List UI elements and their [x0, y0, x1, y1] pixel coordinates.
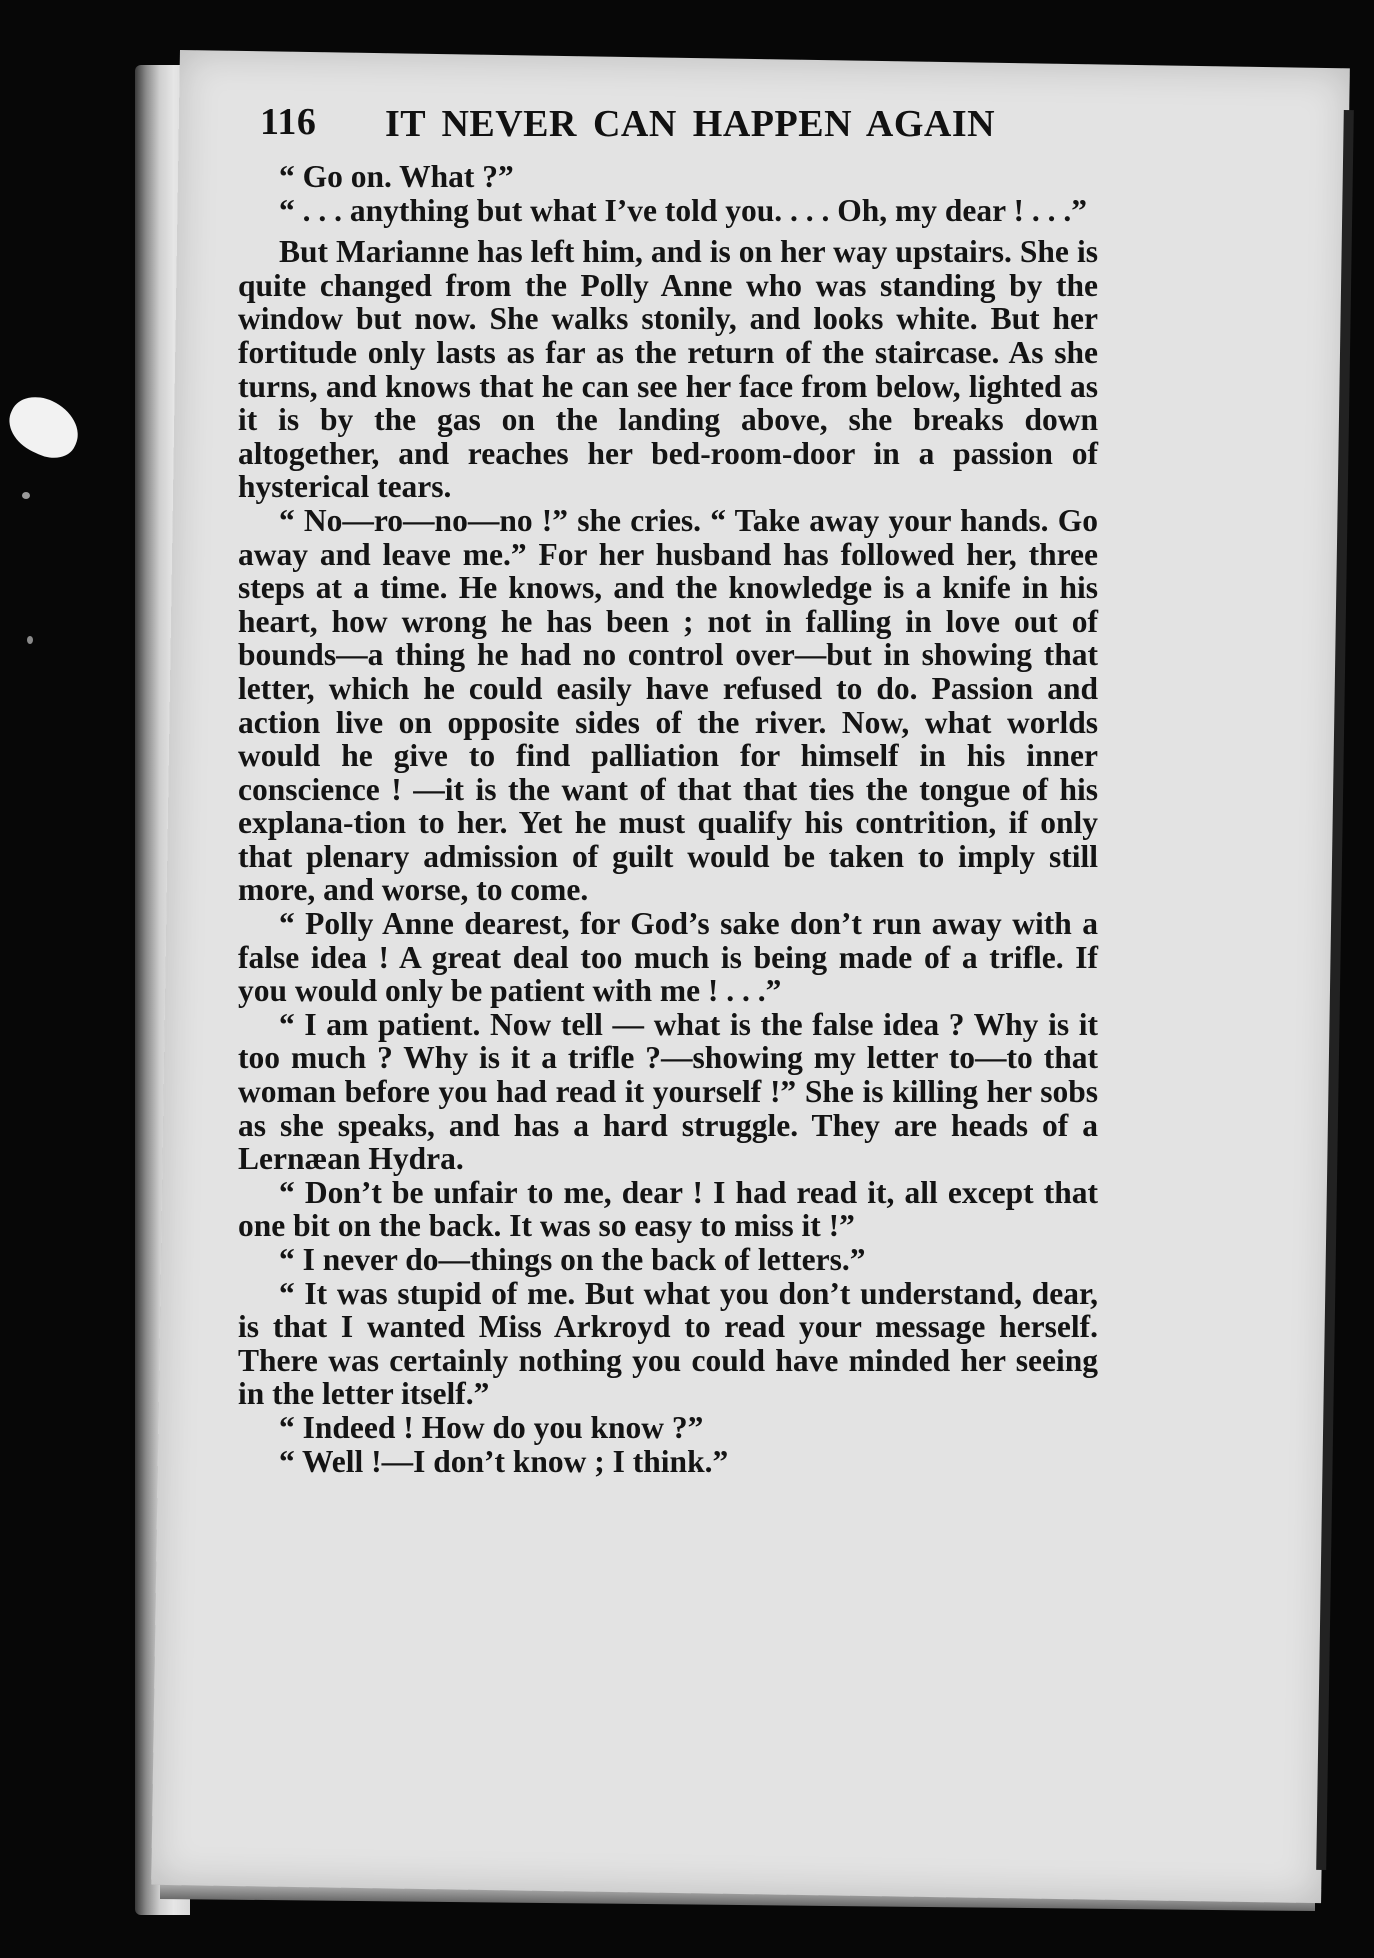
- running-title: IT NEVER CAN HAPPEN AGAIN: [385, 103, 996, 145]
- scan-speck: [22, 492, 30, 499]
- paragraph: “ It was stupid of me. But what you don’t understand, dear, is that I wanted Miss Arkroyd to read your message herself. There was certainly nothing you could have minded her seeing in the letter itself.”: [238, 1275, 1098, 1412]
- paragraph: “ . . . anything but what I’ve told you. . . . Oh, my dear ! . . .”: [278, 192, 1087, 228]
- paragraph: “ I am patient. Now tell — what is the false idea ? Why is it too much ? Why is it a trifle ?—showing my letter to—to that woman before you had read it yourself !” She is killing her sobs as she speaks, and has a hard struggle. They are heads of a Lernæan Hydra.: [238, 1006, 1098, 1177]
- paragraph: “ Polly Anne dearest, for God’s sake don’t run away with a false idea ! A great deal too much is being made of a trifle. If you would only be patient with me ! . . .”: [238, 906, 1098, 1009]
- paragraph: “ Don’t be unfair to me, dear ! I had read it, all except that one bit on the back. It was so easy to miss it !”: [238, 1174, 1098, 1244]
- paragraph: “ Indeed ! How do you know ?”: [278, 1409, 704, 1445]
- paragraph: “ Go on. What ?”: [278, 159, 514, 194]
- paragraph: “ I never do—things on the back of letters.”: [278, 1242, 866, 1277]
- page-number: 116: [260, 101, 317, 143]
- paragraph: “ Well !—I don’t know ; I think.”: [278, 1443, 729, 1479]
- paragraph: “ No—ro—no—no !” she cries. “ Take away your hands. Go away and leave me.” For her husband has followed her, three steps at a time. He knows, and the knowledge is a knife in his heart, how wrong he has been ; not in falling in love out of bounds—a thing he had no control over—but in showing that letter, which he could easily have refused to do. Passion and action live on opposite sides of the river. Now, what worlds would he give to find palliation for himself in his inner conscience ! —it is the want of that that ties the tongue of his explana-tion to her. Yet he must qualify his contrition, if only that plenary admission of guilt would be taken to imply still more, and worse, to come.: [238, 502, 1098, 908]
- scan-speck: [27, 636, 33, 644]
- running-header: [260, 100, 1120, 160]
- paragraph: But Marianne has left him, and is on her way upstairs. She is quite changed from the Polly Anne who was standing by the window but now. She walks stonily, and looks white. But her fortitude only lasts as far as the return of the staircase. As she turns, and knows that he can see her face from below, lighted as it is by the gas on the landing above, she breaks down altogether, and reaches her bed-room-door in a passion of hysterical tears.: [238, 234, 1098, 505]
- scan-artifact: [0, 387, 88, 466]
- body-text: [238, 160, 1098, 1478]
